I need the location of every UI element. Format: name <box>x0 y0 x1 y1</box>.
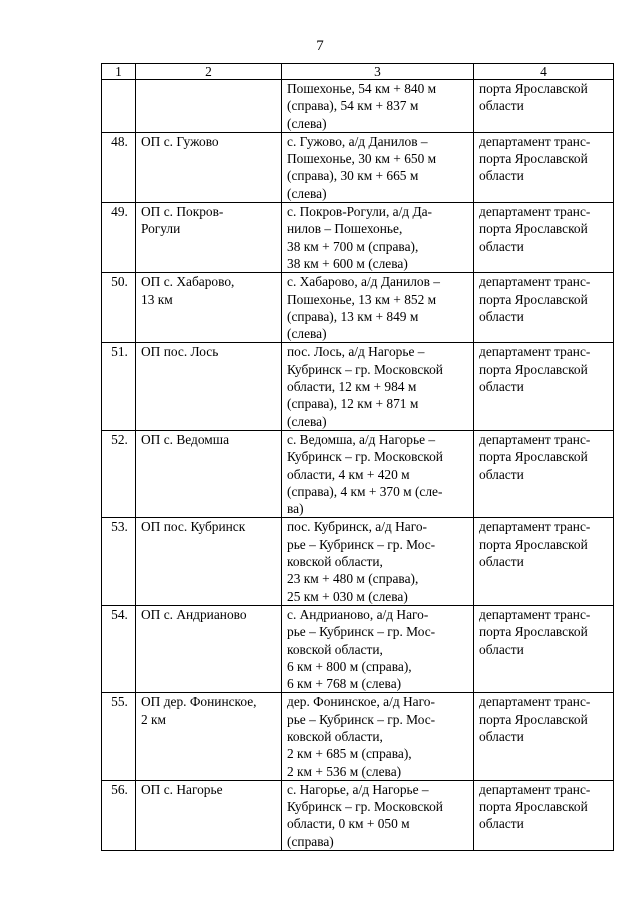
stop-owner: департамент транс- порта Ярославской области <box>474 273 614 343</box>
stop-name: ОП с. Хабарово, 13 км <box>136 273 282 343</box>
table-row <box>102 518 614 605</box>
stop-name: ОП с. Покров- Рогули <box>136 203 282 273</box>
stop-name: ОП пос. Кубринск <box>136 518 282 605</box>
row-number: 50. <box>102 273 136 343</box>
stop-owner: департамент транс- порта Ярославской области <box>474 343 614 430</box>
stop-owner: департамент транс- порта Ярославской области <box>474 693 614 780</box>
stop-location: с. Гужово, а/д Данилов – Пошехонье, 30 км + 650 м (справа), 30 км + 665 м (слева) <box>282 132 474 202</box>
stop-location: пос. Лось, а/д Нагорье – Кубринск – гр. Московской области, 12 км + 984 м (справа), 12 км + 871 м (слева) <box>282 343 474 430</box>
table-row <box>102 605 614 692</box>
stop-owner: департамент транс- порта Ярославской области <box>474 605 614 692</box>
stop-location: с. Андрианово, а/д Наго- рье – Кубринск – гр. Мос- ковской области, 6 км + 800 м (справа), 6 км + 768 м (слева) <box>282 605 474 692</box>
stop-owner: порта Ярославской области <box>474 80 614 133</box>
stop-name: ОП с. Гужово <box>136 132 282 202</box>
stop-owner: департамент транс- порта Ярославской области <box>474 780 614 850</box>
table-row <box>102 780 614 850</box>
table-row <box>102 132 614 202</box>
stops-table <box>101 63 614 851</box>
header-col-2: 2 <box>136 64 282 80</box>
table-row <box>102 693 614 780</box>
row-number: 53. <box>102 518 136 605</box>
stop-location: с. Нагорье, а/д Нагорье – Кубринск – гр. Московской области, 0 км + 050 м (справа) <box>282 780 474 850</box>
stop-name <box>136 80 282 133</box>
row-number: 52. <box>102 430 136 517</box>
row-number: 48. <box>102 132 136 202</box>
table-row <box>102 273 614 343</box>
header-col-4: 4 <box>474 64 614 80</box>
stop-location: пос. Кубринск, а/д Наго- рье – Кубринск – гр. Мос- ковской области, 23 км + 480 м (справа), 25 км + 030 м (слева) <box>282 518 474 605</box>
table-row <box>102 203 614 273</box>
stop-location: с. Хабарово, а/д Данилов – Пошехонье, 13 км + 852 м (справа), 13 км + 849 м (слева) <box>282 273 474 343</box>
header-col-3: 3 <box>282 64 474 80</box>
table-header-row <box>102 64 614 80</box>
table-row <box>102 343 614 430</box>
table-row <box>102 80 614 133</box>
stop-location: дер. Фонинское, а/д Наго- рье – Кубринск – гр. Мос- ковской области, 2 км + 685 м (справа), 2 км + 536 м (слева) <box>282 693 474 780</box>
stop-owner: департамент транс- порта Ярославской области <box>474 430 614 517</box>
stop-name: ОП дер. Фонинское, 2 км <box>136 693 282 780</box>
row-number: 49. <box>102 203 136 273</box>
stop-name: ОП с. Андрианово <box>136 605 282 692</box>
stop-owner: департамент транс- порта Ярославской области <box>474 518 614 605</box>
row-number: 51. <box>102 343 136 430</box>
stop-name: ОП пос. Лось <box>136 343 282 430</box>
stop-location: с. Покров-Рогули, а/д Да- нилов – Пошехонье, 38 км + 700 м (справа), 38 км + 600 м (слева) <box>282 203 474 273</box>
row-number: 54. <box>102 605 136 692</box>
header-col-1: 1 <box>102 64 136 80</box>
page-number: 7 <box>316 38 324 54</box>
table-row <box>102 430 614 517</box>
stop-owner: департамент транс- порта Ярославской области <box>474 203 614 273</box>
stop-location: Пошехонье, 54 км + 840 м (справа), 54 км + 837 м (слева) <box>282 80 474 133</box>
stop-name: ОП с. Ведомша <box>136 430 282 517</box>
row-number: 55. <box>102 693 136 780</box>
stop-owner: департамент транс- порта Ярославской области <box>474 132 614 202</box>
stop-name: ОП с. Нагорье <box>136 780 282 850</box>
row-number: 56. <box>102 780 136 850</box>
stop-location: с. Ведомша, а/д Нагорье – Кубринск – гр. Московской области, 4 км + 420 м (справа), 4 км + 370 м (сле- ва) <box>282 430 474 517</box>
row-number <box>102 80 136 133</box>
